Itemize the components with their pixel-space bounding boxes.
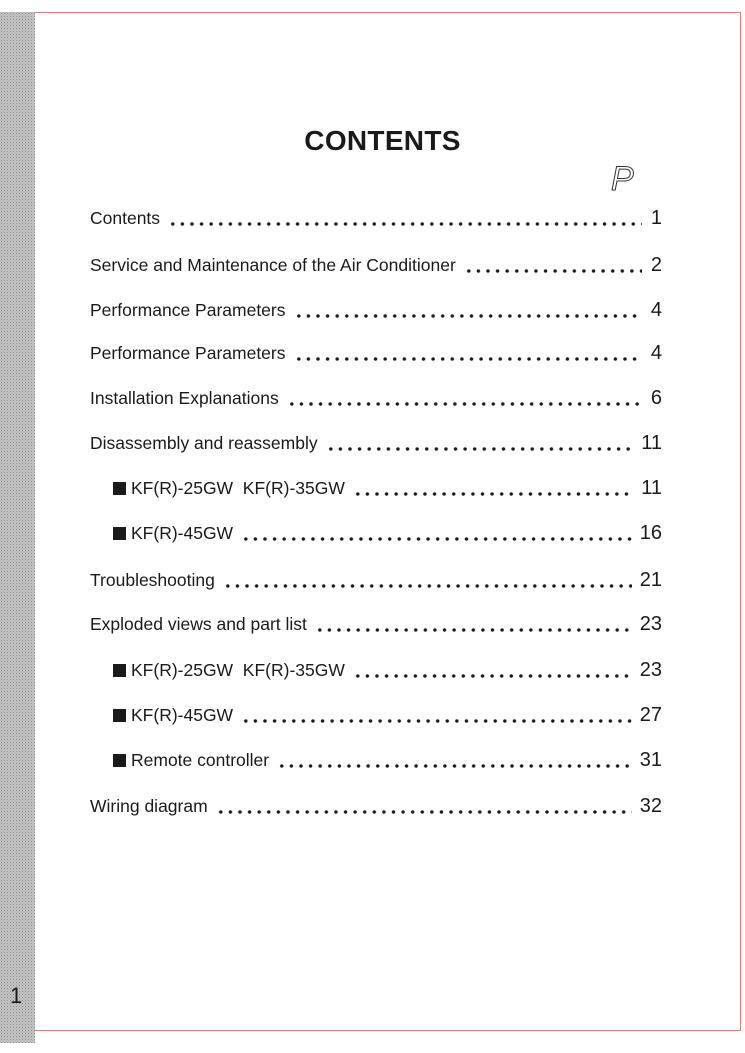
toc-entry-title: KF(R)-45GW [131, 523, 234, 543]
dot-leader [223, 583, 632, 589]
square-bullet-icon [113, 754, 126, 767]
toc-subentry-remote-controller[interactable] [113, 746, 662, 772]
toc-entry-troubleshooting[interactable] [90, 566, 662, 592]
toc-entry-contents[interactable] [90, 204, 662, 230]
toc-entry-title: Service and Maintenance of the Air Conditioner [90, 255, 456, 275]
toc-entry-page: 23 [639, 659, 662, 681]
toc-entry-page: 23 [639, 613, 662, 635]
dot-leader [353, 673, 632, 679]
square-bullet-icon [113, 527, 126, 540]
toc-entry-wiring-diagram[interactable] [90, 792, 662, 818]
square-bullet-icon [113, 664, 126, 677]
dot-leader [353, 491, 633, 497]
dot-leader [294, 313, 643, 319]
toc-entry-title: Exploded views and part list [90, 614, 307, 634]
toc-entry-title: Wiring diagram [90, 796, 208, 816]
toc-entry-title: Remote controller [131, 750, 270, 770]
toc-entry-title: Contents [90, 208, 161, 228]
toc-subentry-kfr-25-35gw-exploded[interactable] [113, 656, 662, 682]
toc-entry-title: Disassembly and reassembly [90, 433, 318, 453]
toc-entry-page: 21 [639, 569, 662, 591]
toc-entry-title: Performance Parameters [90, 300, 286, 320]
toc-entry-title: KF(R)-25GW KF(R)-35GW [131, 660, 345, 680]
square-bullet-icon [113, 482, 126, 495]
toc-subentry-kfr-45gw-disassembly[interactable] [113, 519, 662, 545]
page-number: 1 [10, 983, 23, 1008]
dot-leader [216, 809, 632, 815]
toc-subentry-kfr-45gw-exploded[interactable] [113, 701, 662, 727]
toc-entry-page: 11 [641, 432, 662, 454]
toc-entry-page: 16 [639, 522, 662, 544]
dot-leader [315, 627, 632, 633]
square-bullet-icon [113, 709, 126, 722]
toc-entry-page: 2 [650, 254, 662, 276]
dot-leader [326, 446, 634, 452]
toc-entry-performance-parameters[interactable] [90, 296, 662, 322]
dot-leader [168, 221, 642, 227]
toc-entry-page: 4 [650, 299, 662, 321]
dot-leader [241, 536, 632, 542]
p-mark: P [611, 160, 634, 198]
toc-entry-title: KF(R)-25GW KF(R)-35GW [131, 478, 345, 498]
toc-entry-disassembly[interactable] [90, 429, 662, 455]
toc-subentry-kfr-25-35gw-disassembly[interactable] [113, 474, 662, 500]
toc-entry-page: 4 [650, 342, 662, 364]
toc-entry-performance-parameters-2[interactable] [90, 339, 662, 365]
dot-leader [241, 718, 632, 724]
toc-entry-title: KF(R)-45GW [131, 705, 234, 725]
toc-entry-page: 27 [639, 704, 662, 726]
dot-leader [277, 763, 632, 769]
toc-entry-page: 11 [641, 477, 662, 499]
toc-entry-page: 6 [650, 387, 662, 409]
toc-entry-title: Troubleshooting [90, 570, 215, 590]
page-title: CONTENTS [304, 124, 461, 156]
dot-leader [287, 401, 642, 407]
dot-leader [464, 268, 642, 274]
toc-entry-title: Installation Explanations [90, 388, 279, 408]
dot-leader [294, 356, 643, 362]
toc-entry-page: 32 [639, 795, 662, 817]
toc-entry-installation[interactable] [90, 384, 662, 410]
toc-entry-page: 31 [639, 749, 662, 771]
toc-entry-service-maintenance[interactable] [90, 251, 662, 277]
toc-entry-exploded-views[interactable] [90, 610, 662, 636]
toc-entry-page: 1 [650, 207, 662, 229]
toc-entry-title: Performance Parameters [90, 343, 286, 363]
